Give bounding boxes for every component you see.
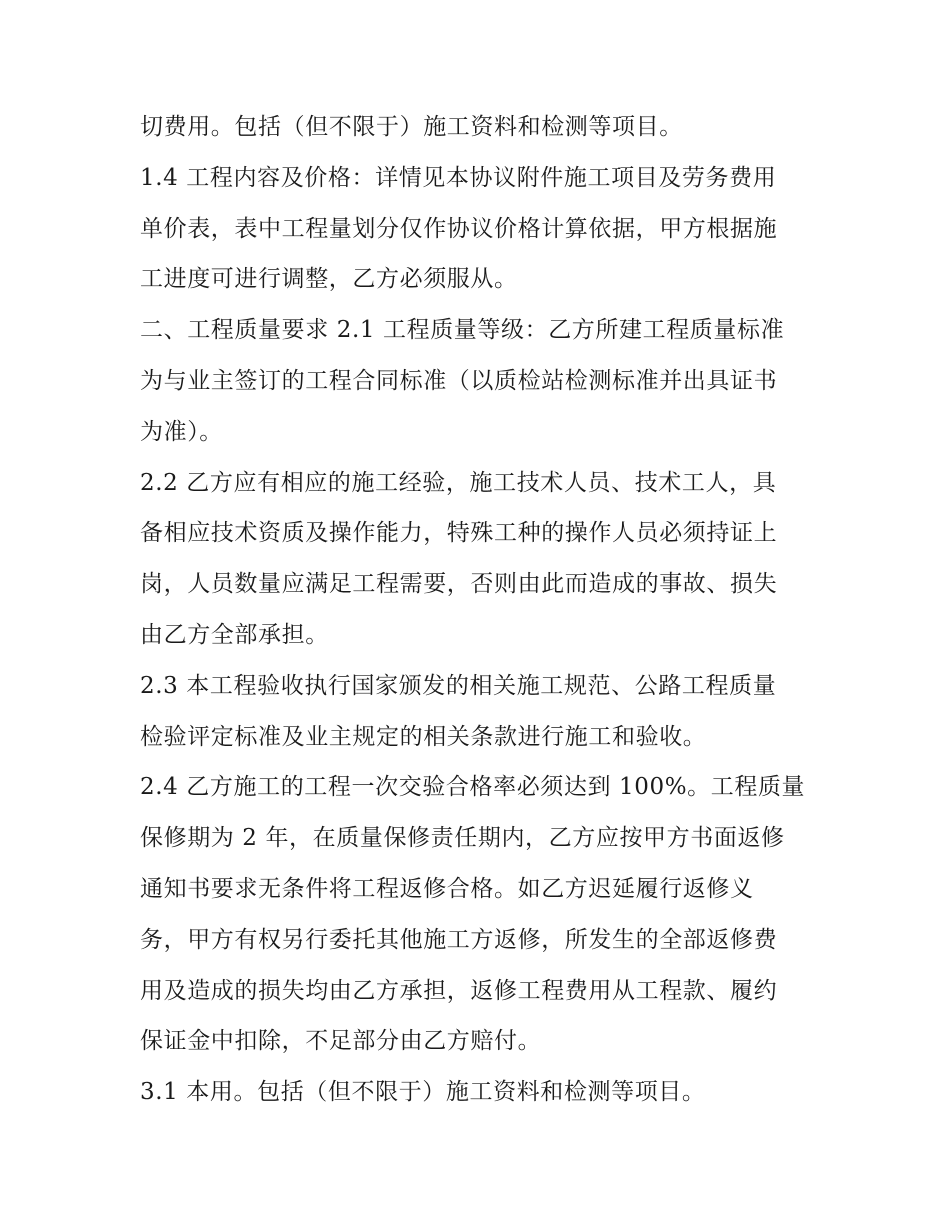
text-line: 务，甲方有权另行委托其他施工方返修，所发生的全部返修费 bbox=[140, 926, 778, 953]
text-line: 2.3 本工程验收执行国家颁发的相关施工规范、公路工程质量 bbox=[140, 672, 777, 699]
text-line: 通知书要求无条件将工程返修合格。如乙方迟延履行返修义 bbox=[140, 875, 754, 902]
text-line: 为准）。 bbox=[140, 418, 223, 445]
text-line: 保修期为 2 年，在质量保修责任期内，乙方应按甲方书面返修 bbox=[140, 825, 785, 852]
text-line: 切费用。包括（但不限于）施工资料和检测等项目。 bbox=[140, 114, 683, 140]
text-line: 备相应技术资质及操作能力，特殊工种的操作人员必须持证上 bbox=[140, 520, 778, 547]
text-line: 用及造成的损失均由乙方承担，返修工程费用从工程款、履约 bbox=[140, 977, 778, 1004]
text-line: 由乙方全部承担。 bbox=[140, 621, 329, 648]
text-line: 1.4 工程内容及价格：详情见本协议附件施工项目及劳务费用 bbox=[140, 164, 777, 191]
text-line: 检验评定标准及业主规定的相关条款进行施工和验收。 bbox=[140, 723, 707, 750]
document-body bbox=[140, 102, 820, 1118]
text-line: 岗，人员数量应满足工程需要，否则由此而造成的事故、损失 bbox=[140, 571, 778, 598]
text-line: 工进度可进行调整，乙方必须服从。 bbox=[140, 266, 518, 293]
text-line: 2.4 乙方施工的工程一次交验合格率必须达到 100%。工程质量 bbox=[140, 774, 806, 801]
text-line: 2.2 乙方应有相应的施工经验，施工技术人员、技术工人，具 bbox=[140, 469, 777, 496]
text-line: 单价表，表中工程量划分仅作协议价格计算依据，甲方根据施 bbox=[140, 215, 778, 242]
text-line: 3.1 本用。包括（但不限于）施工资料和检测等项目。 bbox=[140, 1079, 706, 1106]
text-line: 为与业主签订的工程合同标准（以质检站检测标准并出具证书 bbox=[140, 367, 778, 394]
text-line: 二、工程质量要求 2.1 工程质量等级：乙方所建工程质量标准 bbox=[140, 317, 785, 344]
text-line: 保证金中扣除，不足部分由乙方赔付。 bbox=[140, 1028, 542, 1055]
